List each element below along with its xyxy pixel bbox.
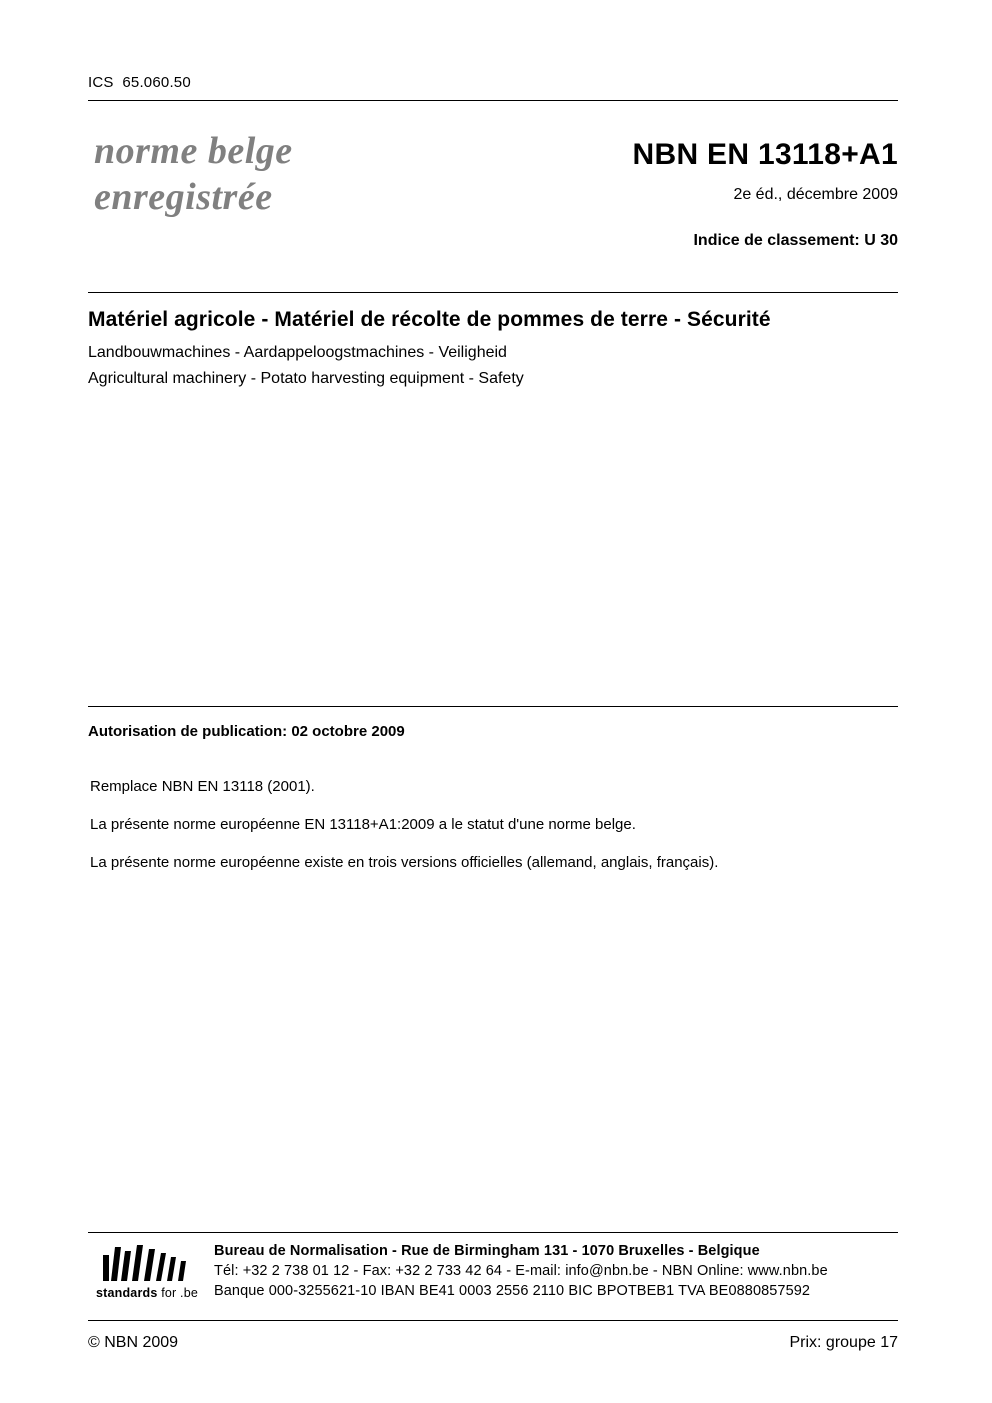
authorization-line: Autorisation de publication: 02 octobre 2009 bbox=[88, 723, 405, 740]
footer-contact: Tél: +32 2 738 01 12 - Fax: +32 2 733 42 64 - E-mail: info@nbn.be - NBN Online: www.nbn.be bbox=[214, 1263, 828, 1279]
logo-text-light: for .be bbox=[157, 1286, 199, 1300]
nbn-logo-mark bbox=[101, 1243, 193, 1283]
logo-text-bold: standards bbox=[95, 1286, 158, 1300]
divider-under-ics bbox=[88, 100, 898, 101]
price-group: Prix: groupe 17 bbox=[789, 1334, 898, 1351]
footer-contact-block bbox=[214, 1243, 898, 1299]
note-replaces: Remplace NBN EN 13118 (2001). bbox=[90, 778, 315, 795]
note-versions: La présente norme européenne existe en trois versions officielles (allemand, anglais, français). bbox=[90, 854, 719, 871]
divider-above-title bbox=[88, 292, 898, 293]
divider-above-authorization bbox=[88, 706, 898, 707]
title-french: Matériel agricole - Matériel de récolte de pommes de terre - Sécurité bbox=[88, 308, 771, 331]
title-english: Agricultural machinery - Potato harvesting equipment - Safety bbox=[88, 370, 524, 387]
note-status: La présente norme européenne EN 13118+A1:2009 a le statut d'une norme belge. bbox=[90, 816, 636, 833]
standard-number: NBN EN 13118+A1 bbox=[632, 138, 898, 171]
divider-above-footer bbox=[88, 1232, 898, 1233]
title-dutch: Landbouwmachines - Aardappeloogstmachines - Veiligheid bbox=[88, 344, 507, 361]
footer-bank: Banque 000-3255621-10 IBAN BE41 0003 2556 2110 BIC BPOTBEB1 TVA BE0880857592 bbox=[214, 1283, 811, 1299]
brand-line-2: enregistrée bbox=[94, 176, 273, 218]
divider-above-copyright bbox=[88, 1320, 898, 1321]
nbn-logo bbox=[88, 1243, 206, 1309]
nbn-logo-text bbox=[88, 1286, 206, 1300]
ics-value: 65.060.50 bbox=[122, 74, 191, 91]
copyright-text: © NBN 2009 bbox=[88, 1334, 179, 1351]
ics-label: ICS bbox=[88, 74, 114, 91]
brand-block bbox=[94, 128, 293, 220]
standard-edition: 2e éd., décembre 2009 bbox=[733, 186, 898, 203]
ics-row bbox=[88, 74, 898, 91]
nbn-logo-icon bbox=[101, 1243, 193, 1283]
footer-address: Bureau de Normalisation - Rue de Birmingham 131 - 1070 Bruxelles - Belgique bbox=[214, 1243, 760, 1259]
brand-line-1: norme belge bbox=[94, 130, 293, 172]
page-content bbox=[88, 0, 898, 1403]
classification-index: Indice de classement: U 30 bbox=[693, 232, 898, 249]
